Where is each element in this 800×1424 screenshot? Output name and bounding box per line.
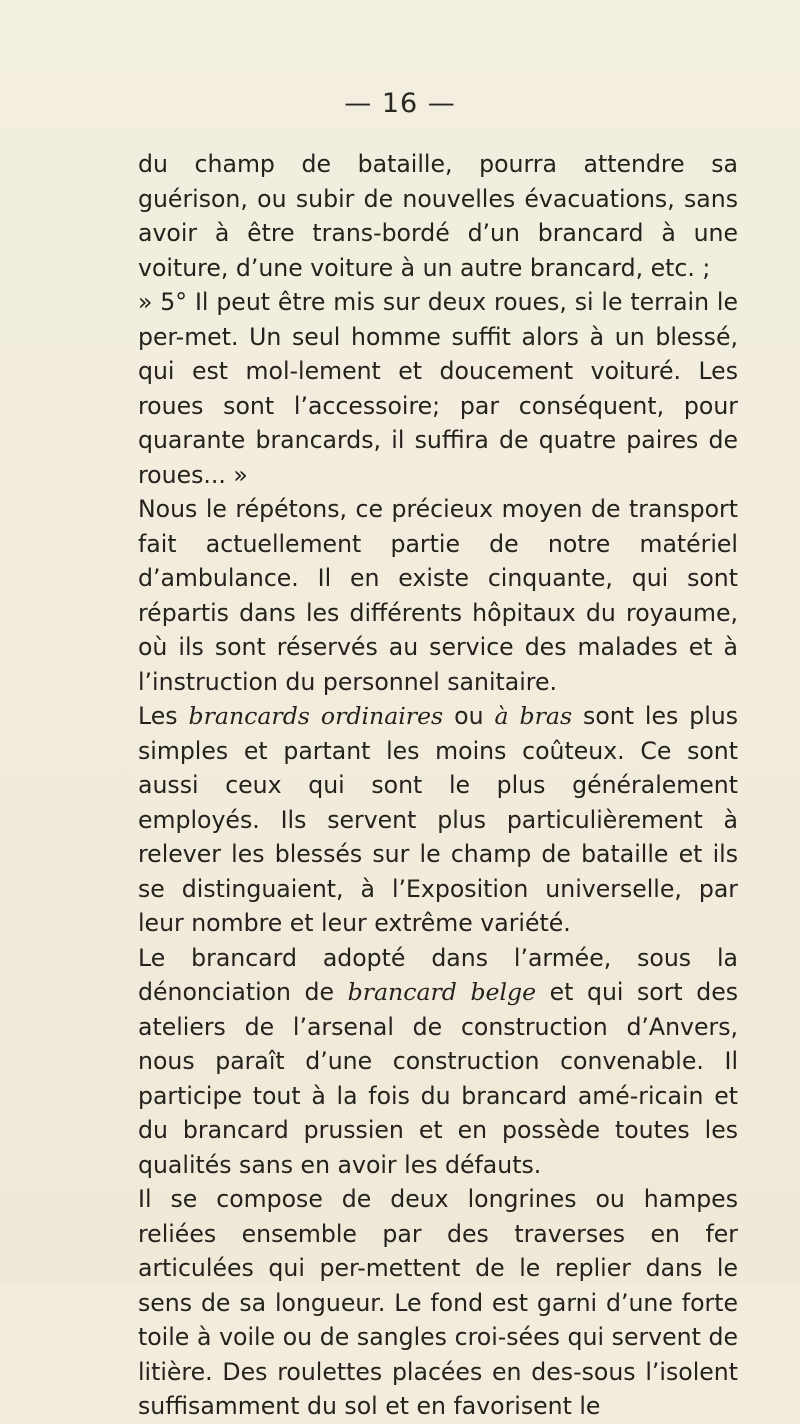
page-number: — 16 — xyxy=(344,88,456,119)
paragraph: Il se compose de deux longrines ou hampes reliées ensemble par des traverses en fer articulées qui per-mettent de le replier dans le sens de sa longueur. Le fond est garni d’une forte toile à voile ou de sangles croi-sées qui servent de litière. Des roulettes placées en des-sous l’isolent suffisamment du sol et en favorisent le xyxy=(138,1185,738,1420)
paragraph: Nous le répétons, ce précieux moyen de transport fait actuellement partie de notre matériel d’ambulance. Il en existe cinquante, qui sont répartis dans les différents hôpitaux du royaume, où ils sont réservés au service des malades et à l’instruction du personnel sanitaire. xyxy=(138,495,738,696)
italic-term: à bras xyxy=(494,702,573,730)
paragraph xyxy=(138,699,738,941)
italic-term: brancard belge xyxy=(347,978,537,1006)
text-run: et qui sort des ateliers de l’arsenal de construction d’Anvers, nous paraît d’une construction convenable. Il participe tout à la fois du brancard amé-ricain et du brancard prussien et en possède toutes les qualités sans en avoir les défauts. xyxy=(138,978,738,1179)
body-text xyxy=(138,147,738,1424)
paragraph: du champ de bataille, pourra attendre sa guérison, ou subir de nouvelles évacuations, sans avoir à être trans-bordé d’un brancard à une voiture, d’une voiture à un autre brancard, etc. ; xyxy=(138,150,738,282)
text-run: Le brancard adopté dans l’armée, sous la dénonciation de xyxy=(138,943,738,1006)
italic-term: brancards ordinaires xyxy=(188,702,444,730)
paragraph: » 5° Il peut être mis sur deux roues, si le terrain le per-met. Un seul homme suffit alors à un blessé, qui est mol-lement et doucement voituré. Les roues sont l’accessoire; par conséquent, pour quarante brancards, il suffira de quatre paires de roues... » xyxy=(138,288,738,489)
text-run: Les xyxy=(138,702,189,730)
text-run: ou xyxy=(443,702,495,730)
text-run: sont les plus simples et partant les moins coûteux. Ce sont aussi ceux qui sont le plus généralement employés. Ils servent plus particulièrement à relever les blessés sur le champ de bataille et ils se distinguaient, à l’Exposition universelle, par leur nombre et leur extrême variété. xyxy=(138,702,739,937)
paragraph xyxy=(138,941,738,1183)
